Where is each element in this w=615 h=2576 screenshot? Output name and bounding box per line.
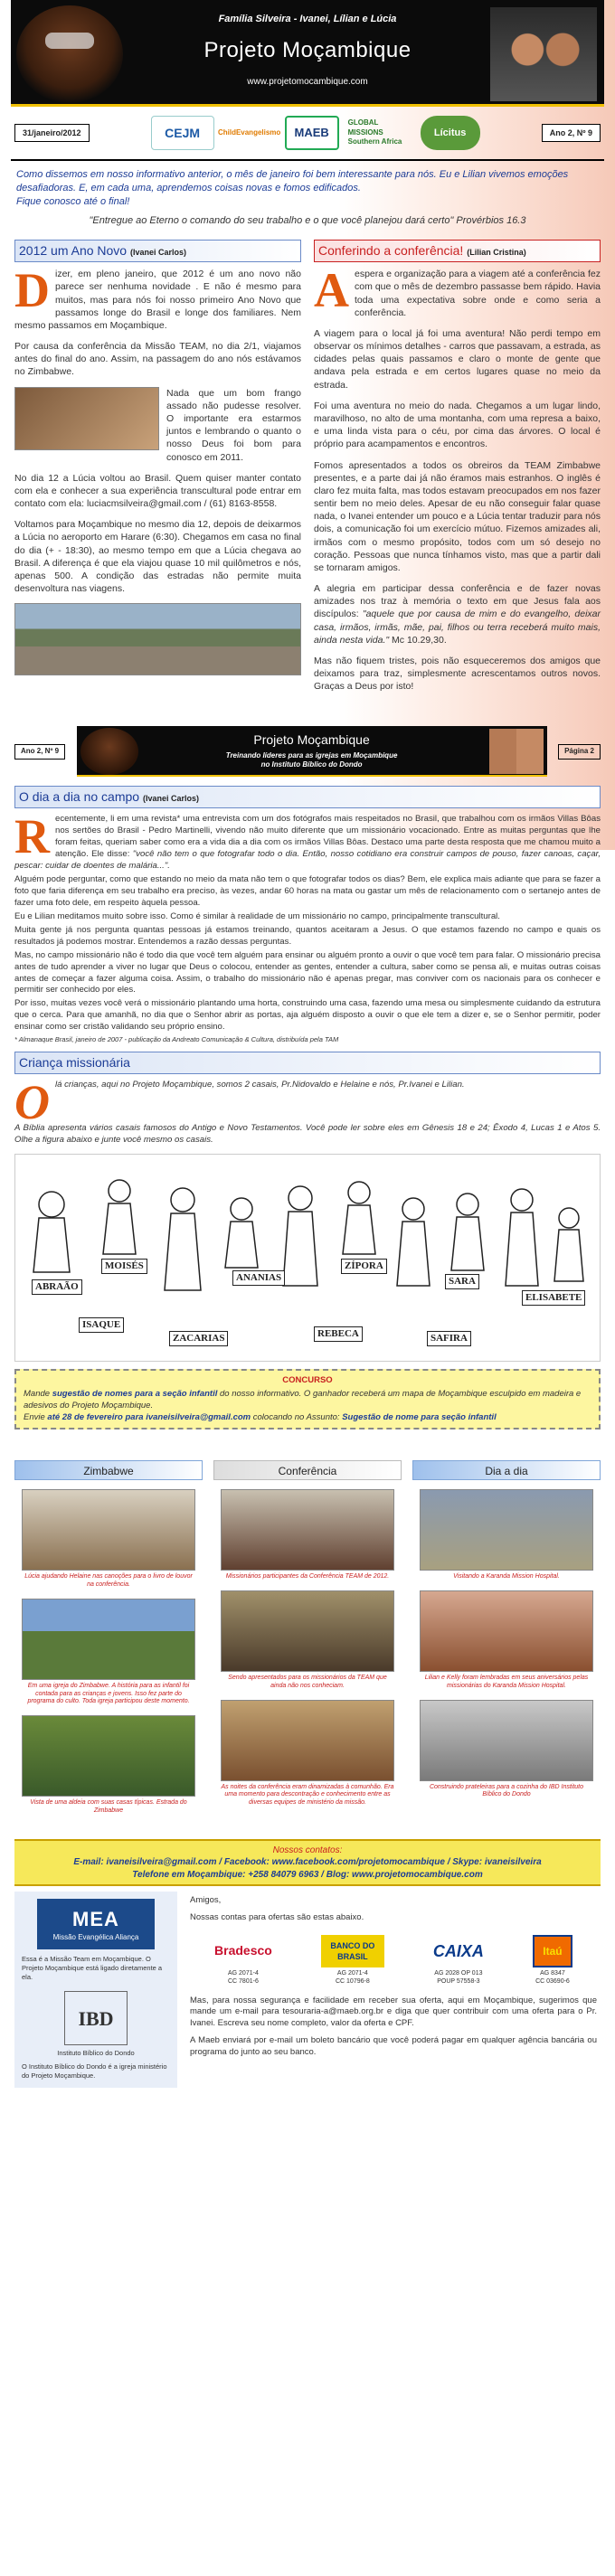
bible-quote: "aquele que por causa de mim e do evangelho, deixar casa, irmãos, irmãs, mãe, pai, filhos ou terra receberá muito mais, ainda nesta vida.": [314, 609, 601, 646]
gallery-caption: Lúcia ajudando Helaine nas canoções para o livro de louvor na conferência.: [24, 1573, 193, 1589]
gallery-header-zimbabwe: Zimbabwe: [14, 1460, 203, 1480]
bank-itau: Itaú AG 8347 CC 03690-6: [533, 1935, 572, 1986]
page-number: Página 2: [558, 744, 601, 760]
global-missions-logo: GLOBAL MISSIONS Southern Africa: [347, 118, 402, 146]
article-conference: [314, 240, 601, 701]
gallery-caption: Sendo apresentados para os missionários da TEAM que ainda não nos conheciam.: [228, 1675, 387, 1689]
name-tag: ZACARIAS: [169, 1331, 228, 1346]
article-conference-p6: Mas não fiquem tristes, pois não esqueceremos dos amigos que deixamos para traz, simplesmente acrescentamos outros novos. Graças a Deus por isto!: [314, 655, 601, 693]
article-conference-heading: [314, 240, 601, 262]
page2-title: Projeto Moçambique: [253, 732, 370, 748]
article-new-year-p5: Voltamos para Moçambique no mesmo dia 12, depois de deixarmos a Lúcia no aeroporto em Harare (6:30). Chegamos em casa no final do dia (+ - 18:30), ao mesmo tempo em que a Lúcia chegava ao Brasil. A diferença é que ela viajou quase 10 mil quilômetros e nós, apenas 500. A condição das estradas não permite muita desenvoltura nas viagens.: [14, 519, 301, 595]
page2-banner: [77, 726, 547, 777]
article-new-year-title: 2012 um Ano Novo: [19, 243, 128, 259]
contest-title: CONCURSO: [282, 1375, 333, 1386]
drop-cap: O: [14, 1075, 50, 1130]
article-daily-life-heading: [14, 786, 601, 808]
gallery-photo: [420, 1590, 593, 1672]
partner-logos: [151, 116, 480, 150]
article-daily-life: [11, 778, 604, 1044]
article-kids-p2: A Bíblia apresenta vários casais famosos do Antigo e Novo Testamentos. Você pode ler sobre eles em Gênesis 18 e 24; Êxodo 4, Lucas 1 e Atos 5. Olhe a figura abaixo e junte você mesmo os casais.: [14, 1123, 601, 1146]
website-link[interactable]: www.projetomocambique.com: [247, 77, 368, 87]
intro-verse: "Entregue ao Eterno o comando do seu trabalho e o que você planejou dará certo" Provérbios 16.3: [89, 214, 526, 226]
name-tag: ANANIAS: [232, 1270, 285, 1286]
name-tag: SAFIRA: [427, 1331, 471, 1346]
contest-line2: Envie até 28 de fevereiro para ivaneisilveira@gmail.com colocando no Assunto: Sugestão de nome para seção infantil: [24, 1411, 497, 1422]
intro-section: [11, 161, 604, 231]
gallery-photo: [221, 1590, 394, 1672]
donation-boleto: A Maeb enviará por e-mail um boleto bancário que você poderá pagar em qualquer agência bancária ou programa do junto ao seu banco.: [190, 2035, 597, 2057]
header-banner: [11, 0, 604, 107]
gallery-photo: [221, 1700, 394, 1781]
newsletter-title: Projeto Moçambique: [203, 38, 412, 62]
contacts-title: Nossos contatos:: [272, 1845, 343, 1855]
article-new-year-author: (Ivanei Carlos): [129, 248, 187, 258]
gallery-photo: [221, 1489, 394, 1571]
article-kids-title: Criança missionária: [19, 1055, 130, 1071]
name-tag: ABRAÃO: [32, 1279, 82, 1295]
ibd-text: O Instituto Bíblico do Dondo é a igreja ministério do Projeto Moçambique.: [22, 2062, 167, 2080]
gallery-photo: [420, 1700, 593, 1781]
info-bar: [11, 107, 604, 161]
issue-edition: Ano 2, Nº 9: [542, 124, 601, 142]
family-name: Família Silveira - Ivanei, Lílian e Lúcia: [218, 14, 397, 24]
name-tag: ZÍPORA: [341, 1259, 387, 1274]
family-meal-photo: [14, 387, 159, 450]
gallery-photo: [420, 1489, 593, 1571]
banco-do-brasil-logo: BANCO DO BRASIL: [321, 1935, 384, 1967]
ibd-subtitle: Instituto Bíblico do Dondo: [57, 2049, 135, 2058]
interview-quote: "você não tem o que fotografar todo o dia. Então, nosso cotidiano era construir campos de pouso, fazer canoas, caçar, pescar: cuidar de doentes de malária...".: [14, 849, 601, 872]
article-daily-life-p4: Muita gente já nos pergunta quantas pessoas já estamos treinando, quantos aceitaram a Jesus. O que estamos fazendo no campo e quais os resultados já podemos mostrar. Entendemos a razão dessas perguntas.: [14, 924, 601, 947]
article-new-year: [14, 240, 301, 701]
mea-text: Essa é a Missão Team em Moçambique. O Projeto Moçambique está ligado diretamente a ela.: [22, 1955, 163, 1982]
article-kids-p1: Olá crianças, aqui no Projeto Moçambique, somos 2 casais, Pr.Nidovaldo e Helaine e nós, Pr.Ivanei e Lilian.: [14, 1075, 465, 1130]
gallery-header-daily: Dia a dia: [412, 1460, 601, 1480]
article-daily-life-p5: Mas, no campo missionário não é todo dia que você tem alguém para ensinar ou alguém pronto a ouvir o que você tem para falar. O missionário precisa antes de tudo aprender a viver no lugar que Deus o colocou, entender as gentes, entender a cultura, saber como se pensa ali, e muitas outras coisas antes de começar a fazer alguma coisa. Assim, o trabalho do missionário não é apenas pregar, mas conviver com os nacionais para os conhecer e permitir ser conhecido por eles.: [14, 949, 601, 995]
gallery-caption: Construindo prateleiras para a cozinha do IBD Instituto Bíblico do Dondo: [429, 1783, 584, 1798]
bradesco-logo: Bradesco: [214, 1943, 272, 1958]
drop-cap: A: [314, 263, 349, 318]
partners-panel: [14, 1892, 177, 2088]
donation-instructions: Mas, para nossa segurança e facilidade em receber sua oferta, aqui em Moçambique, sugerimos que mande um e-mail para tesouraria-a@maeb.org.br e diga que quer contribuir com uma oferta para o Pr. Ivanei. Escreva seu nome completo, valor da oferta e CPF.: [190, 1995, 597, 2029]
contacts-line2[interactable]: Telefone em Moçambique: +258 84079 6963 / Blog: www.projetomocambique.com: [132, 1869, 483, 1880]
article-conference-author: (Lilian Cristina): [467, 248, 526, 258]
article-daily-life-p3: Eu e Lilian meditamos muito sobre isso. Como é similar à realidade de um missionário no campo, principalmente transcultural.: [14, 911, 500, 921]
cejm-logo: CEJM: [151, 116, 214, 150]
article-conference-p3: Foi uma aventura no meio do nada. Chegamos a um lugar lindo, maravilhoso, no alto de uma montanha, com uma represa a baixo, e uma linda vista para o céu, por cima das árvores. O local é próprio para acampamentos e encontros.: [314, 400, 601, 450]
couples-labels: [15, 1155, 600, 1361]
articles-row: [11, 231, 604, 701]
road-photo: [14, 603, 301, 675]
name-tag: MOISÉS: [101, 1259, 147, 1274]
article-kids: [11, 1044, 604, 1146]
article-new-year-heading: [14, 240, 301, 262]
article-daily-life-p1: Recentemente, li em uma revista* uma entrevista com um dos fotógrafos mais respeitados no Brasil, que trabalhou com os irmãos Villas Bôas nos sertões do Brasil - Pedro Martinelli, vivendo não muito diferente que um missionário vocacionado. Entre as muitas perguntas que lhe foram feitas, queriam saber como era a vida dia a dia com os irmãos Villas Bôas. Destaco uma parte desta resposta que me chamou muito a atenção. Ele disse: "você não tem o que fotografar todo o dia. Então, nosso cotidiano era construir campos de pouso, fazer canoas, caçar, pescar: cuidar de doentes de malária...".: [14, 809, 601, 872]
article-daily-life-title: O dia a dia no campo: [19, 789, 140, 805]
article-conference-p1: Aespera e organização para a viagem até a conferência fez com que o mês de dezembro passasse bem rápido. Havia toda uma expectativa sobre onde e como seria a conferência.: [314, 263, 601, 318]
article-kids-heading: [14, 1052, 601, 1074]
gallery-caption: Visitando a Karanda Mission Hospital.: [453, 1573, 560, 1581]
issue-date: 31/janeiro/2012: [14, 124, 90, 142]
page2-edition: Ano 2, Nº 9: [14, 744, 65, 760]
gallery-column-daily: [412, 1460, 601, 1824]
contacts-line1[interactable]: E-mail: ivaneisilveira@gmail.com / Facebook: www.facebook.com/projetomocambique / Skype: ivaneisilveira: [73, 1857, 542, 1868]
donation-panel: [186, 1892, 601, 2088]
sheet: [11, 0, 604, 2088]
article-new-year-p2: Por causa da conferência da Missão TEAM, no dia 2/1, viajamos antes do final do ano. Assim, na passagem do ano nós estávamos no Zimbabwe.: [14, 341, 301, 378]
gallery-photo: [22, 1489, 195, 1571]
gallery-photo: [22, 1715, 195, 1797]
name-tag: ISAQUE: [79, 1317, 124, 1333]
bank-bradesco: Bradesco AG 2071-4 CC 7801-6: [214, 1935, 272, 1986]
gallery-column-zimbabwe: [14, 1460, 203, 1824]
donation-greeting: Amigos,: [190, 1895, 222, 1906]
gallery-caption: Em uma igreja do Zimbabwe. A história para as infantil foi contada para as crianças e jovens. Isso fez parte do programa do culto. Toda igreja participou deste momento.: [27, 1682, 190, 1705]
bible-couples-illustration: [14, 1154, 601, 1362]
bank-caixa: CAIXA AG 2028 OP 013 POUP 57558-3: [433, 1935, 484, 1986]
name-tag: ELISABETE: [522, 1290, 585, 1306]
gallery-caption: Missionários participantes da Conferência TEAM de 2012.: [225, 1573, 390, 1581]
drop-cap: R: [14, 809, 50, 864]
article-conference-p4: Fomos apresentados a todos os obreiros da TEAM Zimbabwe presentes, e a parte dai já não éramos mais estranhos. O inglês é claro fez muita falta, mas todos estavam preocupados em nos fazer sentir bem no meio deles. Apesar de eu não conseguir falar quase nada, o Ivanei entender um pouco e a Lúcia tentar traduzir para nós dois, a comunicação foi um exercício mútuo. Fizemos amizades ali, irmãos com o mesmo propósito, todos com um só desejo no coração. Pessoas que nunca tínhamos visto, mas que a partir dali se tornaram amigos.: [314, 459, 601, 573]
footnote: * Almanaque Brasil, janeiro de 2007 - publicação da Andreato Comunicação & Cultura, distribuída pela TAM: [14, 1035, 339, 1044]
article-daily-life-p6: Por isso, muitas vezes você verá o missionário plantando uma horta, construindo uma casa, fazendo uma mesa ou simplesmente cuidando da estrutura que o cerca. Para que amanhã, no dia que o Senhor abrir as portas, aja alguém disposto a ouvir o que ele tem a dizer e, se o Senhor permitir, poder ensinar como ser cristão validando seu próprio ensino.: [14, 998, 601, 1033]
mea-logo: MEA Missão Evangélica Aliança: [37, 1899, 155, 1949]
article-conference-title: Conferindo a conferência!: [318, 243, 464, 259]
gallery-caption: Vista de uma aldeia com suas casas típicas. Estrada do Zimbabwe: [30, 1799, 187, 1814]
intro-text: Como dissemos em nosso informativo anterior, o mês de janeiro foi bem interessante para nós. Eu e Lilian vivemos emoções desafiadoras. E, em cada uma, aprendemos coisas novas e fomos edificados.: [16, 169, 569, 193]
article-conference-p2: A viagem para o local já foi uma aventura! Não perdi tempo em observar os mínimos detalhes - carros que passavam, a estrada, as cidades pelas quais passamos e claro o monte de gente que andava pela estrada e em certos lugares quase no meio da estrada.: [314, 327, 601, 391]
name-tag: SARA: [445, 1274, 479, 1289]
contacts-bar: [14, 1839, 601, 1887]
maeb-logo: MAEB: [285, 116, 339, 150]
licitus-logo: Lícitus: [421, 116, 480, 150]
drop-cap: D: [14, 263, 50, 318]
gallery-photo: [22, 1599, 195, 1680]
page2-subtitle: Treinando líderes para as igrejas em Moçambique no Instituto Bíblico do Dondo: [225, 751, 398, 769]
name-tag: REBECA: [314, 1326, 363, 1342]
gallery-caption: As noites da conferência eram dinamizadas à comunhão. Era uma momento para descontração e conhecimento entre as diversas equipes de ministério da missão.: [221, 1783, 394, 1807]
gallery-column-conference: [213, 1460, 402, 1824]
article-new-year-p4: No dia 12 a Lúcia voltou ao Brasil. Quem quiser manter contato com ela e conhecer a sua experiência transcultural pode entrar em contato com ela: luciacmsilveira@gmail.com / (61) 8163-8558.: [14, 472, 301, 510]
caixa-logo: CAIXA: [432, 1941, 484, 1960]
donation-intro: Nossas contas para ofertas são estas abaixo.: [190, 1911, 364, 1922]
contest-box: [14, 1369, 601, 1430]
article-new-year-p1: Dizer, em pleno janeiro, que 2012 é um ano novo não parece ser nenhuma novidade . E não é mesmo para muitos, mas para nós foi nosso primeiro Ano Novo que passamos longe do Brasil e longe dos familiares. Nem mesmo passamos em Moçambique.: [14, 263, 301, 331]
page2-header: [11, 724, 604, 778]
article-daily-life-author: (Ivanei Carlos): [142, 794, 200, 804]
contest-line1: Mande sugestão de nomes para a seção infantil do nosso informativo. O ganhador receberá um mapa de Moçambique esculpido em madeira e adesivos do Projeto Moçambique.: [24, 1388, 582, 1411]
ibd-logo: IBD: [64, 1991, 128, 2045]
gallery-caption: Lilian e Kelly foram lembradas em seus aniversários pelas missionárias do Karanda Mission Hospital.: [424, 1675, 589, 1689]
article-daily-life-p2: Alguém pode perguntar, como que estando no meio da mata não tem o que fotografar todos os dias? Bem, ele explica mais adiante que para se fazer a foto que faria diferença em seu trabalho era preciso, às vezes, andar 60 horas na mata ou gastar um mês de relacionamento com o sertanejo antes de fazer uma foto dele, em respeito àquela pessoa.: [14, 874, 601, 908]
bank-accounts: [190, 1935, 597, 1986]
itau-logo: Itaú: [533, 1935, 572, 1967]
intro-follow: Fique conosco até o final!: [16, 195, 130, 207]
bank-banco-do-brasil: BANCO DO BRASIL AG 2071-4 CC 10796-8: [321, 1935, 384, 1986]
gallery-header-conference: Conferência: [213, 1460, 402, 1480]
article-new-year-p3: Nada que um bom frango assado não pudesse resolver. O importante era estarmos juntos e lembrando o quanto o nosso Deus foi bom para conosco em 2011.: [14, 387, 301, 464]
photo-gallery: [11, 1460, 604, 1824]
childevangelismo-logo: ChildEvangelismo: [217, 127, 281, 137]
footer: [14, 1886, 601, 2088]
article-conference-p5: A alegria em participar dessa conferência e de fazer novas amizades nos traz à memória o texto em que Jesus fala aos discípulos: "aquele que por causa de mim e do evangelho, deixar casa, irmãos, irmãs, mãe, pai, filhos ou terra receberá muito mais, ainda nesta vida." Mc 10.29,30.: [314, 583, 601, 646]
